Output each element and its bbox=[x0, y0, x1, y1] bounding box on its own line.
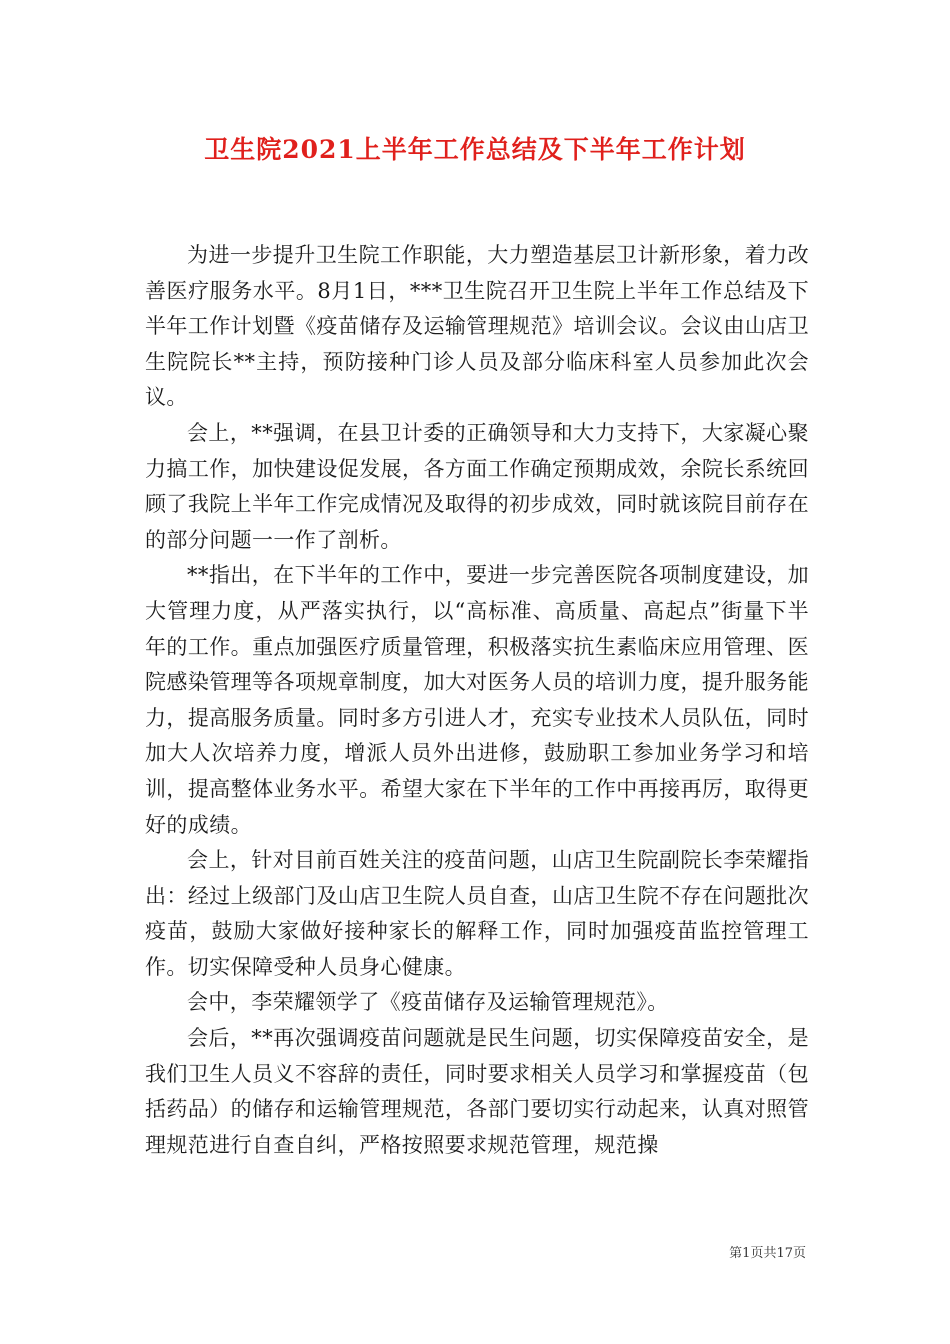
paragraph-3: **指出，在下半年的工作中，要进一步完善医院各项制度建设，加大管理力度，从严落实执行，以“高标准、高质量、高起点”街量下半年的工作。重点加强医疗质量管理，积极落实抗生素临床应用管理、医院感染管理等各项规章制度，加大对医务人员的培训力度，提升服务能力，提高服务质量。同时多方引进人才，充实专业技术人员队伍，同时加大人次培养力度，增派人员外出进修，鼓励职工参加业务学习和培训，提高整体业务水平。希望大家在下半年的工作中再接再厉，取得更好的成绩。 bbox=[145, 563, 809, 837]
paragraph-4: 会上，针对目前百姓关注的疫苗问题，山店卫生院副院长李荣耀指出：经过上级部门及山店卫生院人员自查，山店卫生院不存在问题批次疫苗，鼓励大家做好接种家长的解释工作，同时加强疫苗监控管理工作。切实保障受种人员身心健康。 bbox=[145, 848, 809, 979]
document-body bbox=[145, 238, 809, 1163]
document-title: 卫生院2021上半年工作总结及下半年工作计划 bbox=[204, 135, 746, 164]
page-number-footer: 第1页共17页 bbox=[729, 1246, 806, 1261]
paragraph-1: 为进一步提升卫生院工作职能，大力塑造基层卫计新形象，着力改善医疗服务水平。8月1日，***卫生院召开卫生院上半年工作总结及下半年工作计划暨《疫苗储存及运输管理规范》培训会议。会议由山店卫生院院长**主持，预防接种门诊人员及部分临床科室人员参加此次会议。 bbox=[145, 243, 809, 410]
paragraph-5: 会中，李荣耀领学了《疫苗储存及运输管理规范》。 bbox=[187, 990, 669, 1015]
paragraph-6: 会后，**再次强调疫苗问题就是民生问题，切实保障疫苗安全，是我们卫生人员义不容辞的责任，同时要求相关人员学习和掌握疫苗（包括药品）的储存和运输管理规范，各部门要切实行动起来，认真对照管理规范进行自查自纠，严格按照要求规范管理，规范操 bbox=[145, 1026, 809, 1157]
paragraph-2: 会上，**强调，在县卫计委的正确领导和大力支持下，大家凝心聚力搞工作，加快建设促发展，各方面工作确定预期成效，余院长系统回顾了我院上半年工作完成情况及取得的初步成效，同时就该院目前存在的部分问题一一作了剖析。 bbox=[145, 420, 809, 552]
